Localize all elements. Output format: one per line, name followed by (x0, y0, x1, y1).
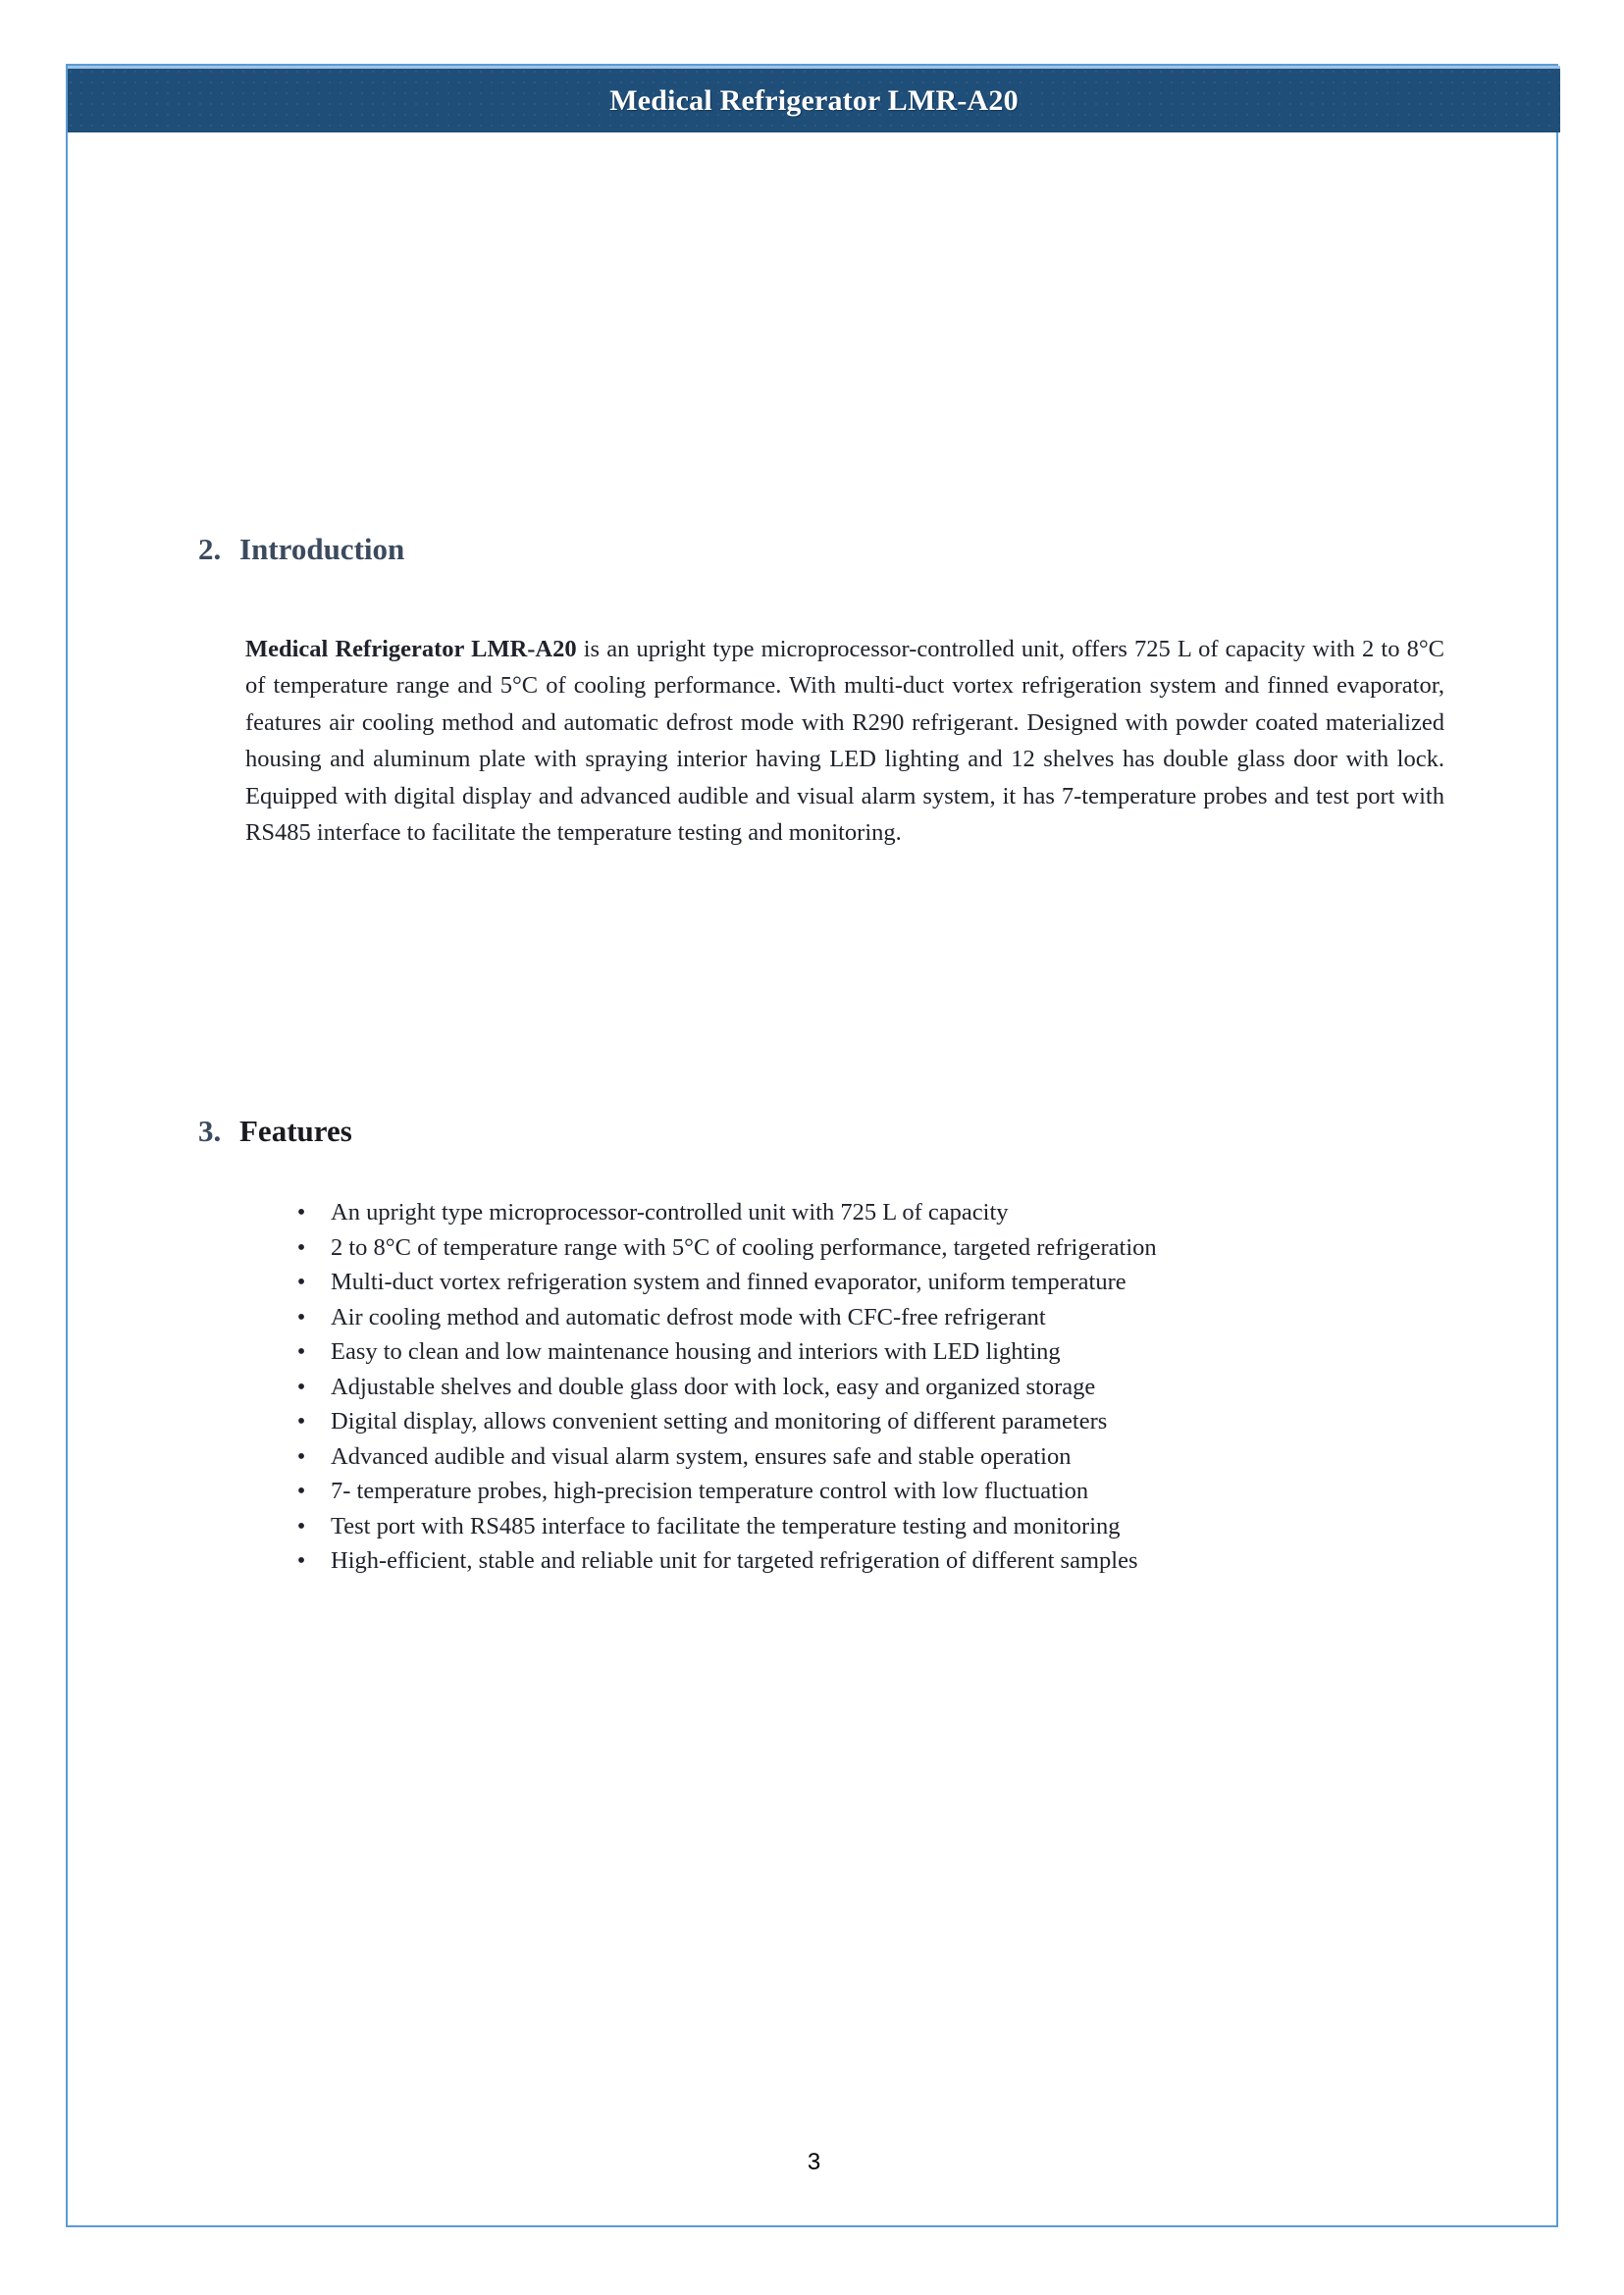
introduction-paragraph (245, 631, 1444, 852)
bullet-icon: • (296, 1478, 306, 1504)
list-item (280, 1474, 1457, 1509)
bullet-icon: • (296, 1373, 306, 1400)
bullet-icon: • (296, 1269, 306, 1295)
list-item-label: Advanced audible and visual alarm system, ensures safe and stable operation (331, 1442, 1072, 1470)
bullet-icon: • (296, 1233, 306, 1261)
introduction-body-text: is an upright type microprocessor-controlled unit, offers 725 L of capacity with 2 to 8°C of temperature range and 5°C of cooling performance. With multi-duct vortex refrigeration system and finned evaporator, features air cooling method and automatic defrost mode with R290 refrigerant. Designed with powder coated materialized housing and aluminum plate with spraying interior having LED lighting and 12 shelves has double glass door with lock. Equipped with digital display and advanced audible and visual alarm system, it has 7-temperature probes and test port with RS485 interface to facilitate the temperature testing and monitoring. (245, 635, 1444, 846)
section-title-features: Features (239, 1114, 352, 1148)
list-item-label: Adjustable shelves and double glass door with lock, easy and organized storage (331, 1373, 1096, 1400)
document-header-banner (68, 66, 1560, 132)
introduction-lead-text: Medical Refrigerator LMR-A20 (245, 635, 577, 662)
list-item-label: 2 to 8°C of temperature range with 5°C of cooling performance, targeted refrigeration (331, 1233, 1157, 1261)
list-item-label: Test port with RS485 interface to facilitate the temperature testing and monitoring (331, 1512, 1121, 1539)
list-item (280, 1195, 1457, 1230)
list-item (280, 1439, 1457, 1475)
list-item-label: Multi-duct vortex refrigeration system and finned evaporator, uniform temperature (331, 1269, 1126, 1295)
list-item (280, 1543, 1457, 1579)
list-item-label: Air cooling method and automatic defrost mode with CFC-free refrigerant (331, 1303, 1046, 1330)
list-item-label: Easy to clean and low maintenance housing and interiors with LED lighting (331, 1338, 1061, 1365)
list-item (280, 1230, 1457, 1266)
list-item-label: High-efficient, stable and reliable unit for targeted refrigeration of different samples (331, 1547, 1138, 1574)
list-item (280, 1265, 1457, 1300)
list-item (280, 1334, 1457, 1370)
list-item-label: 7- temperature probes, high-precision temperature control with low fluctuation (331, 1478, 1089, 1504)
list-item (280, 1300, 1457, 1335)
section-number-features: 3. (198, 1114, 222, 1148)
bullet-icon: • (296, 1303, 306, 1330)
page-number: 3 (807, 2149, 821, 2175)
page-content (68, 132, 1560, 2225)
section-title-introduction: Introduction (239, 532, 405, 566)
list-item-label: Digital display, allows convenient setting and monitoring of different parameters (331, 1408, 1108, 1434)
list-item (280, 1370, 1457, 1405)
bullet-icon: • (296, 1408, 306, 1434)
list-item-label: An upright type microprocessor-controlled unit with 725 L of capacity (331, 1199, 1009, 1226)
bullet-icon: • (296, 1512, 306, 1539)
section-number-introduction: 2. (198, 532, 222, 566)
document-title: Medical Refrigerator LMR-A20 (609, 83, 1019, 117)
bullet-icon: • (296, 1442, 306, 1470)
section-heading-introduction (198, 533, 404, 566)
features-list (280, 1195, 1457, 1579)
list-item (280, 1404, 1457, 1439)
section-heading-features (198, 1115, 352, 1148)
page-frame (66, 64, 1558, 2227)
list-item (280, 1509, 1457, 1544)
bullet-icon: • (296, 1547, 306, 1574)
bullet-icon: • (296, 1199, 306, 1226)
bullet-icon: • (296, 1338, 306, 1365)
